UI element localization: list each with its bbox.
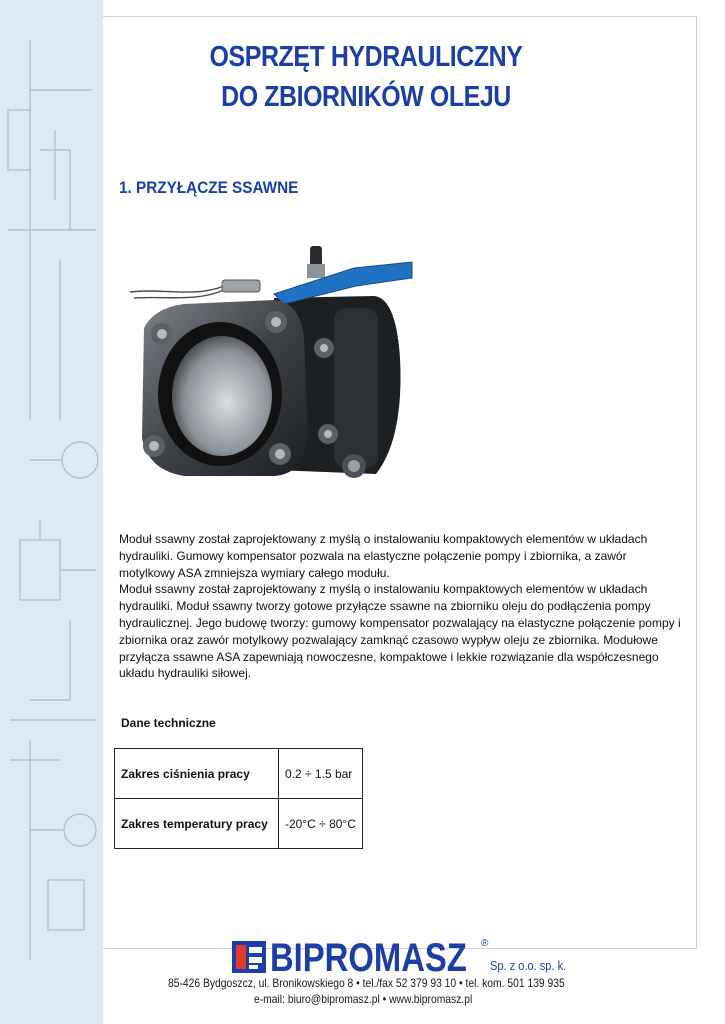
- section-heading: 1. PRZYŁĄCZE SSAWNE: [119, 178, 299, 197]
- description-paragraph-1: Moduł ssawny został zaprojektowany z myślą o instalowaniu kompaktowych elementów w układach hydrauliki. Gumowy kompensator pozwala na elastyczne połączenie pompy i zbiornika, a zawór motylkowy ASA zmniejsza wymiary całego modułu.: [119, 532, 648, 580]
- table-cell-value: -20°C ÷ 80°C: [279, 799, 363, 849]
- company-suffix: Sp. z o.o. sp. k.: [490, 958, 567, 973]
- page-title: [140, 37, 592, 117]
- hydraulic-schematic-icon: [0, 0, 103, 1024]
- table-row: [115, 749, 363, 799]
- suction-valve-icon: [124, 238, 414, 503]
- footer: [160, 936, 640, 1016]
- product-image: [124, 238, 414, 508]
- bipromasz-logo-icon: [232, 941, 266, 973]
- table-cell-value: 0.2 ÷ 1.5 bar: [279, 749, 363, 799]
- table-row: [115, 799, 363, 849]
- registered-mark: ®: [481, 938, 489, 949]
- company-contact: e-mail: biuro@bipromasz.pl • www.bipromasz.pl: [254, 992, 473, 1006]
- description-text: [119, 531, 684, 682]
- company-address: 85-426 Bydgoszcz, ul. Bronikowskiego 8 • tel./fax 52 379 93 10 • tel. kom. 501 139 935: [168, 976, 565, 990]
- title-line-1: OSPRZĘT HYDRAULICZNY: [209, 41, 523, 73]
- technical-data-label: Dane techniczne: [121, 716, 216, 730]
- company-name: BIPROMASZ: [270, 936, 467, 980]
- description-paragraph-2: Moduł ssawny został zaprojektowany z myślą o instalowaniu kompaktowych elementów w układach hydrauliki. Moduł ssawny tworzy gotowe przyłącze ssawne na zbiorniku oleju do podłączenia pompy hydraulicznej. Jego budowę tworzy: gumowy kompensator pozwalający na elastyczne połączenie pompy i zbiornika oraz zawór motylkowy pozwalający zamknąć czasowo wypływ oleju ze zbiornika. Modułowe przyłącza ssawne ASA zapewniają nowoczesne, kompaktowe i lekkie rozwiązanie dla współczesnego układu hydrauliki siłowej.: [119, 582, 681, 681]
- title-line-2: DO ZBIORNIKÓW OLEJU: [221, 81, 511, 113]
- background-schematic-strip: [0, 0, 103, 1024]
- table-cell-key: Zakres temperatury pracy: [115, 799, 279, 849]
- table-cell-key: Zakres ciśnienia pracy: [115, 749, 279, 799]
- technical-data-table: [114, 748, 363, 849]
